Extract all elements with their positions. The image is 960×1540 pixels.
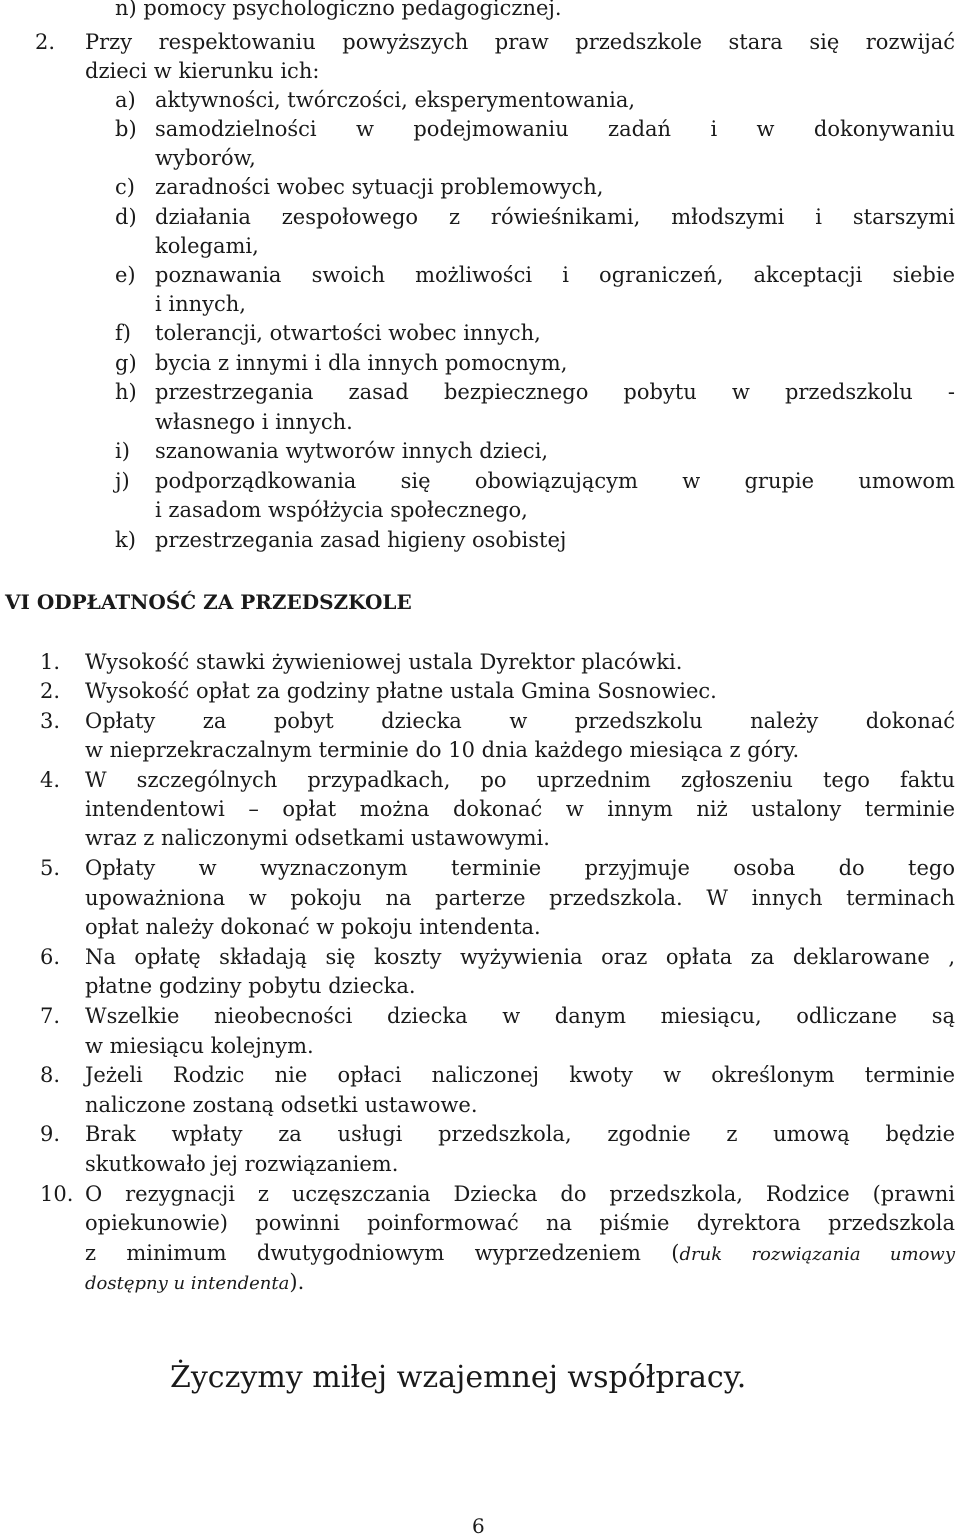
- list-item-text: wyborów,: [155, 146, 256, 170]
- paragraph-2-line: dzieci w kierunku ich:: [85, 59, 320, 83]
- list-item-text: Jeżeli Rodzic nie opłaci naliczonej kwoty w określonym terminie: [85, 1063, 955, 1087]
- list-number-2: 2.: [35, 30, 56, 54]
- list-item-text: z minimum dwutygodniowym wyprzedzeniem (: [85, 1241, 680, 1265]
- list-item-text: Opłaty w wyznaczonym terminie przyjmuje osoba do tego: [85, 856, 955, 880]
- section-heading: VI ODPŁATNOŚĆ ZA PRZEDSZKOLE: [5, 590, 412, 614]
- list-item-text: kolegami,: [155, 234, 259, 258]
- list-item-text: przestrzegania zasad higieny osobistej: [155, 528, 567, 552]
- list-item-text: W szczególnych przypadkach, po uprzednim zgłoszeniu tego faktu: [85, 768, 955, 792]
- list-item-text: wraz z naliczonymi odsetkami ustawowymi.: [85, 826, 550, 850]
- list-marker: e): [115, 263, 136, 287]
- list-number: 1.: [40, 650, 61, 674]
- list-number: 8.: [40, 1063, 61, 1087]
- list-item-text: Wszelkie nieobecności dziecka w danym miesiącu, odliczane są: [85, 1004, 955, 1028]
- list-item-text-mixed: [85, 1268, 304, 1296]
- list-item-text: tolerancji, otwartości wobec innych,: [155, 321, 541, 345]
- list-item-text: zaradności wobec sytuacji problemowych,: [155, 175, 604, 199]
- list-marker: c): [115, 175, 135, 199]
- list-item-n: n) pomocy psychologiczno pedagogicznej.: [115, 0, 562, 20]
- list-item-text-mixed: [85, 1239, 955, 1267]
- list-number: 7.: [40, 1004, 61, 1028]
- list-item-text: szanowania wytworów innych dzieci,: [155, 439, 549, 463]
- list-item-italic-text: dostępny u intendenta: [85, 1273, 290, 1294]
- list-item-text: Wysokość stawki żywieniowej ustala Dyrektor placówki.: [85, 650, 683, 674]
- list-marker: f): [115, 321, 131, 345]
- list-item-text: aktywności, twórczości, eksperymentowania,: [155, 88, 636, 112]
- list-item-text: skutkowało jej rozwiązaniem.: [85, 1152, 399, 1176]
- list-number: 3.: [40, 709, 61, 733]
- list-marker: b): [115, 117, 137, 141]
- list-marker: i): [115, 439, 130, 463]
- list-item-text: Opłaty za pobyt dziecka w przedszkolu należy dokonać: [85, 709, 955, 733]
- list-item-text: w miesiącu kolejnym.: [85, 1034, 314, 1058]
- list-number: 4.: [40, 768, 61, 792]
- list-number: 9.: [40, 1122, 61, 1146]
- list-item-text: płatne godziny pobytu dziecka.: [85, 974, 416, 998]
- list-item-text: opiekunowie) powinni poinformować na piśmie dyrektora przedszkola: [85, 1211, 955, 1235]
- list-item-text: podporządkowania się obowiązującym w grupie umowom: [155, 469, 955, 493]
- closing-text: Życzymy miłej wzajemnej współpracy.: [170, 1360, 747, 1395]
- list-number: 10.: [40, 1182, 74, 1206]
- page-number: 6: [472, 1514, 485, 1538]
- list-item-text: własnego i innych.: [155, 410, 353, 434]
- list-item-text: działania zespołowego z rówieśnikami, młodszymi i starszymi: [155, 205, 955, 229]
- list-item-text: i innych,: [155, 292, 246, 316]
- list-number: 6.: [40, 945, 61, 969]
- list-marker: a): [115, 88, 136, 112]
- list-item-text: bycia z innymi i dla innych pomocnym,: [155, 351, 568, 375]
- list-marker: g): [115, 351, 137, 375]
- list-marker: h): [115, 380, 137, 404]
- list-item-italic-text: druk rozwiązania umowy: [679, 1244, 956, 1265]
- list-item-text: Brak wpłaty za usługi przedszkola, zgodnie z umową będzie: [85, 1122, 955, 1146]
- list-item-text: w nieprzekraczalnym terminie do 10 dnia każdego miesiąca z góry.: [85, 738, 800, 762]
- list-number: 2.: [40, 679, 61, 703]
- list-marker: j): [115, 469, 130, 493]
- list-item-text: opłat należy dokonać w pokoju intendenta.: [85, 915, 541, 939]
- list-item-text: Na opłatę składają się koszty wyżywienia oraz opłata za deklarowane ,: [85, 945, 955, 969]
- list-item-text: Wysokość opłat za godziny płatne ustala Gmina Sosnowiec.: [85, 679, 717, 703]
- list-marker: k): [115, 528, 136, 552]
- list-item-text: naliczone zostaną odsetki ustawowe.: [85, 1093, 478, 1117]
- list-item-text: poznawania swoich możliwości i ograniczeń, akceptacji siebie: [155, 263, 955, 287]
- list-number: 5.: [40, 856, 61, 880]
- list-item-text: przestrzegania zasad bezpiecznego pobytu w przedszkolu -: [155, 380, 955, 404]
- list-item-text: intendentowi – opłat można dokonać w innym niż ustalony terminie: [85, 797, 955, 821]
- list-item-text: upoważniona w pokoju na parterze przedszkola. W innych terminach: [85, 886, 955, 910]
- list-item-text: samodzielności w podejmowaniu zadań i w dokonywaniu: [155, 117, 955, 141]
- list-item-text: ).: [289, 1270, 305, 1294]
- list-item-text: O rezygnacji z uczęszczania Dziecka do przedszkola, Rodzice (prawni: [85, 1182, 955, 1206]
- list-marker: d): [115, 205, 137, 229]
- list-item-text: i zasadom współżycia społecznego,: [155, 498, 528, 522]
- paragraph-2-line: Przy respektowaniu powyższych praw przedszkole stara się rozwijać: [85, 30, 955, 54]
